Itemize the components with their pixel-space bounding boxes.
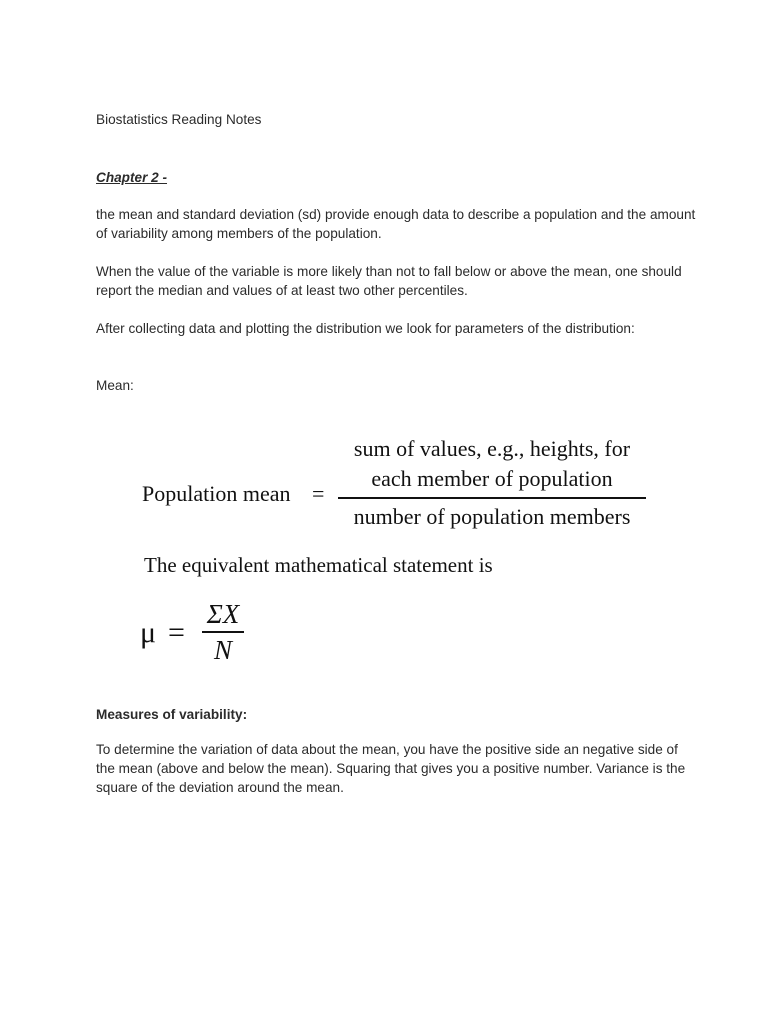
formula-lhs: Population mean xyxy=(142,481,291,506)
mean-label: Mean: xyxy=(96,378,134,393)
mu-symbol: μ xyxy=(140,616,157,649)
formula-numerator-line-1: sum of values, e.g., heights, for xyxy=(353,436,631,461)
mu-denominator: N xyxy=(213,635,232,665)
variability-heading: Measures of variability: xyxy=(96,707,248,722)
formula-denominator: number of population members xyxy=(353,504,631,529)
paragraph-median-percentiles: When the value of the variable is more likely than not to fall below or above the mean, one should report the median and values of at least two other percentiles. xyxy=(96,264,682,298)
chapter-heading: Chapter 2 - xyxy=(96,170,168,185)
mu-equals: = xyxy=(168,616,185,649)
mu-fraction-bar xyxy=(202,631,244,633)
paragraph-variance: To determine the variation of data about the mean, you have the positive side an negative side of the mean (above and below the mean). Squaring that gives you a positive number. Variance is the square of the deviation around the mean. xyxy=(96,742,686,795)
document-title: Biostatistics Reading Notes xyxy=(96,112,262,127)
fraction-bar xyxy=(338,497,646,499)
equivalent-statement: The equivalent mathematical statement is xyxy=(144,553,493,577)
mu-fraction xyxy=(202,598,244,666)
formula-fraction xyxy=(338,434,646,532)
formula-equals: = xyxy=(312,481,325,506)
formula-numerator-line-2: each member of population xyxy=(371,466,613,491)
paragraph-mean-sd: the mean and standard deviation (sd) provide enough data to describe a population and the amount of variability among members of the population. xyxy=(96,207,696,241)
paragraph-distribution-parameters: After collecting data and plotting the distribution we look for parameters of the distribution: xyxy=(96,321,635,336)
mu-numerator: ΣX xyxy=(206,599,240,629)
